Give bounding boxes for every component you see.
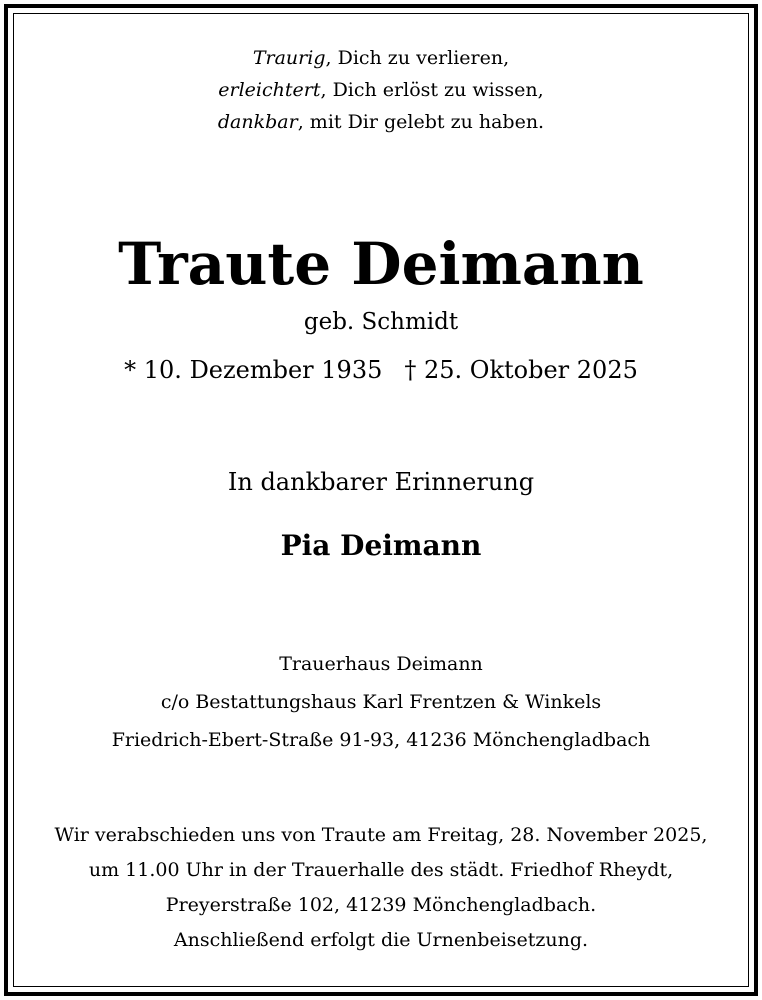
deceased-name: Traute Deimann: [118, 230, 644, 298]
service-line: Wir verabschieden uns von Traute am Freitag, 28. November 2025,: [54, 824, 708, 846]
service-line: um 11.00 Uhr in der Trauerhalle des städt. Friedhof Rheydt,: [88, 859, 674, 881]
poem-text: , Dich erlöst zu wissen,: [320, 79, 544, 101]
maiden-name: geb. Schmidt: [303, 309, 459, 335]
poem: [0, 42, 762, 138]
poem-text: , Dich zu verlieren,: [325, 47, 510, 69]
poem-emphasis: Traurig: [252, 47, 326, 69]
service-info: [0, 818, 762, 958]
contact-line: c/o Bestattungshaus Karl Frentzen & Winkels: [160, 691, 602, 713]
contact-address: [0, 645, 762, 759]
poem-emphasis: erleichtert: [218, 79, 321, 101]
life-dates: [0, 352, 762, 388]
death-date: † 25. Oktober 2025: [404, 356, 638, 384]
memorial-phrase: In dankbarer Erinnerung: [227, 468, 535, 496]
contact-line: Trauerhaus Deimann: [279, 653, 483, 675]
service-line: Anschließend erfolgt die Urnenbeisetzung.: [173, 929, 589, 951]
birth-date: * 10. Dezember 1935: [124, 356, 383, 384]
mourner-name: Pia Deimann: [280, 529, 482, 562]
poem-line: [0, 42, 762, 74]
poem-emphasis: dankbar: [217, 111, 298, 133]
service-line: Preyerstraße 102, 41239 Mönchengladbach.: [165, 894, 597, 916]
poem-line: [0, 74, 762, 106]
poem-text: , mit Dir gelebt zu haben.: [297, 111, 545, 133]
poem-line: [0, 106, 762, 138]
contact-line: Friedrich-Ebert-Straße 91-93, 41236 Mönchengladbach: [111, 729, 651, 751]
